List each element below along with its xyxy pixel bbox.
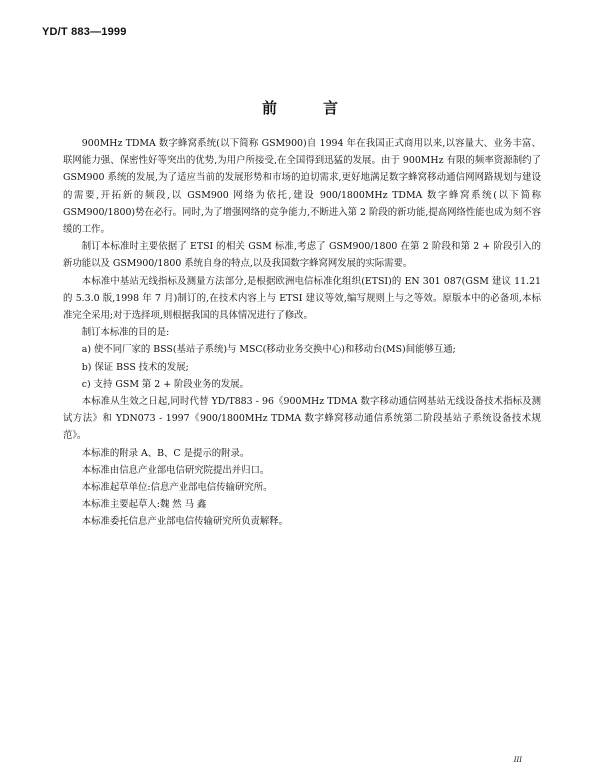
paragraph-replacement: 本标准从生效之日起,同时代替 YD/T883 - 96《900MHz TDMA 数字移动通信网基站无线设备技术指标及测试方法》和 YDN073 - 1997《900/1800MHz TDMA 数字蜂窝移动通信系统第二阶段基站子系统设备技术规范》。 xyxy=(63,396,541,442)
paragraph-interpretation: 本标准委托信息产业部电信传输研究所负责解释。 xyxy=(81,516,289,528)
standard-code-header: YD/T 883—1999 xyxy=(42,26,127,38)
paragraph-drafters: 本标准主要起草人:魏 然 马 鑫 xyxy=(81,499,207,511)
purpose-item-a: a) 使不同厂家的 BSS(基站子系统)与 MSC(移动业务交换中心)和移动台(MS)间能够互通; xyxy=(81,344,456,356)
paragraph-drafting-unit: 本标准起草单位:信息产业部电信传输研究所。 xyxy=(81,482,273,494)
foreword-body xyxy=(63,135,541,531)
paragraph-basis: 制订本标准时主要依据了 ETSI 的相关 GSM 标准,考虑了 GSM900/1800 在第 2 阶段和第 2 + 阶段引入的新功能以及 GSM900/1800 系统自身的特点,以及我国数字蜂窝网发展的实际需要。 xyxy=(63,241,541,270)
paragraph-purpose-intro: 制订本标准的目的是: xyxy=(81,327,170,339)
paragraph-measurement: 本标准中基站无线指标及测量方法部分,是根据欧洲电信标准化组织(ETSI)的 EN 301 087(GSM 建议 11.21 的 5.3.0 版,1998 年 7 月)制订的,在技术内容上与 ETSI 建议等效,编写规则上与之等效。原版本中的必备项,本标准完全采用;对于选择项,则根据我国的具体情况进行了修改。 xyxy=(63,275,541,322)
paragraph-proposer: 本标准由信息产业部电信研究院提出并归口。 xyxy=(81,464,270,476)
purpose-item-c: c) 支持 GSM 第 2 + 阶段业务的发展。 xyxy=(81,378,250,390)
paragraph-background: 900MHz TDMA 数字蜂窝系统(以下简称 GSM900)自 1994 年在我国正式商用以来,以容量大、业务丰富、联网能力强、保密性好等突出的优势,为用户所接受,在全国得到迅猛的发展。由于 900MHz 有限的频率资源制约了 GSM900 系统的发展,为了适应当前的发展形势和市场的迫切需求,更好地满足数字蜂窝移动通信网网路规划与建设的需要,开拓新的频段,以 GSM900 网络为依托,建设 900/1800MHz TDMA 数字蜂窝系统(以下简称 GSM900/1800)势在必行。同时,为了增强网络的竞争能力,不断进入第 2 阶段的新功能,提高网络性能也成为刻不容缓的工作。 xyxy=(63,138,541,236)
page-number: III xyxy=(513,756,522,764)
page-title: 前言 xyxy=(261,99,384,117)
paragraph-appendix: 本标准的附录 A、B、C 是提示的附录。 xyxy=(81,447,250,459)
purpose-item-b: b) 保证 BSS 技术的发展; xyxy=(81,361,189,373)
